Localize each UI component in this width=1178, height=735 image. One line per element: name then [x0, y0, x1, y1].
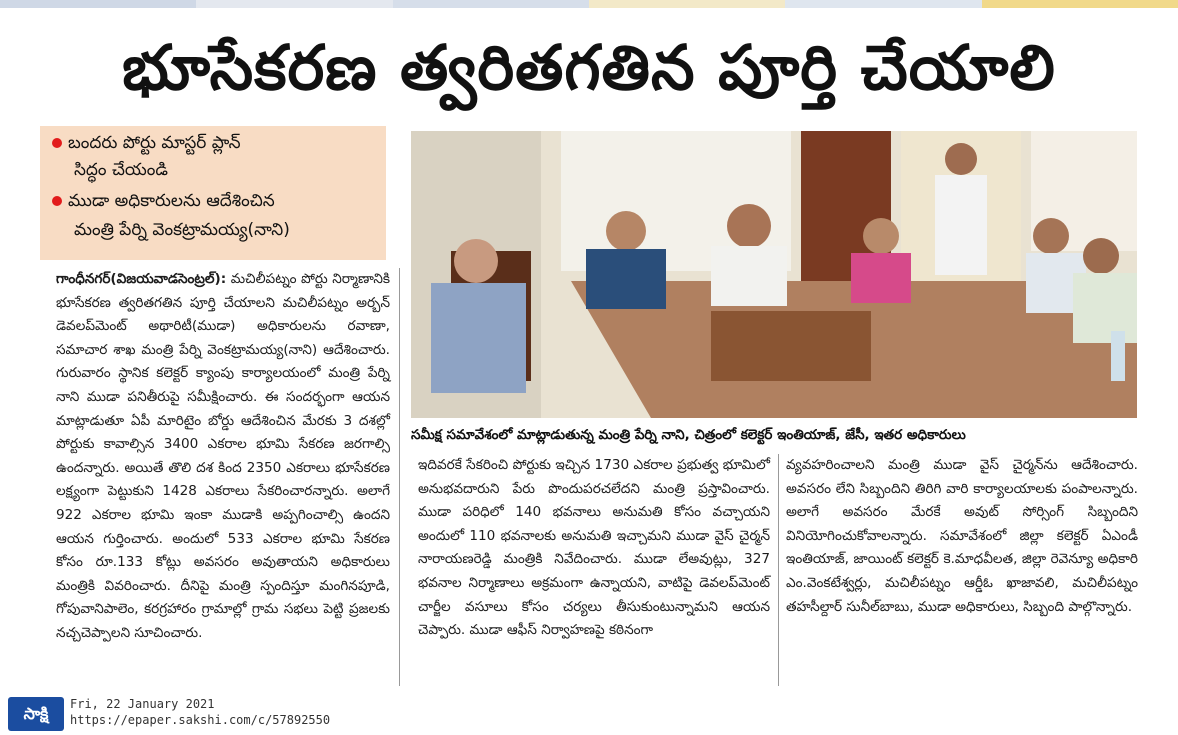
article-column-2	[418, 454, 770, 643]
top-color-strip	[0, 0, 1178, 8]
highlights-box	[40, 126, 386, 260]
highlight-item	[52, 188, 275, 215]
highlight-line: బందరు పోర్టు మాస్టర్ ప్లాన్	[68, 133, 241, 153]
article-column-3	[786, 454, 1138, 619]
column-divider	[778, 454, 779, 686]
sakshi-logo: సాక్షి	[8, 697, 64, 731]
column-1-text: మచిలీపట్నం పోర్టు నిర్మాణానికి భూసేకరణ త్వరితగతిన పూర్తి చేయాలని మచిలీపట్నం అర్బన్ డెవలప్‌మెంట్ అథారిటీ(ముడా) అధికారులను రవాణా, సమాచార శాఖ మంత్రి పేర్ని వెంకట్రామయ్య(నాని) ఆదేశించారు. గురువారం స్థానిక కలెక్టర్ క్యాంపు కార్యాలయంలో మంత్రి పేర్ని నాని ముడా పనితీరుపై సమీక్షించారు. ఈ సందర్భంగా ఆయన మాట్లాడుతూ ఏపీ మారిటైం బోర్డు ఆదేశించిన మేరకు 3 దశల్లో పోర్టుకు కావాల్సిన 3400 ఎకరాల భూమి సేకరణ జరగాల్సి ఉందన్నారు. అయితే తొలి దశ కింద 2350 ఎకరాలు భూసేకరణ లక్ష్యంగా పెట్టుకుని 1428 ఎకరాలు సేకరించారన్నారు. అలాగే 922 ఎకరాల భూమి ఇంకా ముడాకి అప్పగించాల్సి ఉందని ఆయన గుర్తించారు. అందులో 533 ఎకరాల భూమి సేకరణ కోసం రూ.133 కోట్లు అవసరం అవుతాయని అధికారులు మంత్రికి వివరించారు. దీనిపై మంత్రి స్పందిస్తూ మంగినపూడి, గోపువానిపాలెం, కరగ్రహారం గ్రామాల్లో గ్రామ సభలు పెట్టి ప్రజలకు నచ్చచెప్పాలని సూచించారు.	[56, 271, 390, 641]
headline: భూసేకరణ త్వరితగతిన పూర్తి చేయాలి	[122, 31, 1056, 104]
footer-url[interactable]: https://epaper.sakshi.com/c/57892550	[70, 713, 331, 727]
bullet-icon	[52, 138, 62, 148]
column-2-text: ఇదివరకే సేకరించి పోర్టుకు ఇచ్చిన 1730 ఎకరాల ప్రభుత్వ భూమిలో అనుభవదారుని పేరు పొందుపరచలేదని మంత్రి ప్రస్తావించారు. ముడా పరిధిలో 140 భవనాలు అనుమతి కోసం వచ్చాయని అందులో 110 భవనాలకు అనుమతి ఇచ్చామని ముడా వైస్ చైర్మన్ నారాయణరెడ్డి మంత్రికి నివేదించారు. ముడా లేఅవుట్లు, 327 భవనాల నిర్మాణాలు అక్రమంగా ఉన్నాయని, వాటిపై డెవలప్‌మెంట్ చార్జీల వసూలు కోసం చర్యలు తీసుకుంటున్నామని ఆయన చెప్పారు. ముడా ఆఫీస్ నిర్వాహణపై కఠినంగా	[418, 457, 770, 639]
column-divider	[399, 268, 400, 686]
highlight-line: మంత్రి పేర్ని వెంకట్రామయ్య(నాని)	[74, 220, 290, 240]
highlight-item-cont	[74, 217, 290, 244]
footer-info	[70, 696, 330, 728]
highlight-line: ముడా అధికారులను ఆదేశించిన	[68, 191, 275, 211]
article-column-1	[56, 268, 390, 646]
photo-caption: సమీక్ష సమావేశంలో మాట్లాడుతున్న మంత్రి పేర్ని నాని, చిత్రంలో కలెక్టర్ ఇంతియాజ్, జేసీ, ఇతర అధికారులు	[411, 427, 966, 443]
highlight-item	[52, 130, 241, 157]
footer-date: Fri, 22 January 2021	[70, 697, 215, 711]
bullet-icon	[52, 196, 62, 206]
dateline: గాంధీనగర్(విజయవాడసెంట్రల్):	[56, 271, 227, 287]
column-3-text: వ్యవహరించాలని మంత్రి ముడా వైస్ చైర్మన్‌ను ఆదేశించారు. అవసరం లేని సిబ్బందిని తిరిగి వారి కార్యాలయాలకు పంపాలన్నారు. అలాగే అవసరం మేరకే అవుట్ సోర్సింగ్ సిబ్బందిని వినియోగించుకోవాలన్నారు. సమావేశంలో జిల్లా కలెక్టర్ ఏఎండీ ఇంతియాజ్, జాయింట్ కలెక్టర్ కె.మాధవీలత, జిల్లా రెవెన్యూ అధికారి ఎం.వెంకటేశ్వర్లు, మచిలీపట్నం ఆర్డీఓ ఖాజావలి, మచిలీపట్నం తహసీల్దార్ సునీల్‌బాబు, ముడా అధికారులు, సిబ్బంది పాల్గొన్నారు.	[786, 457, 1138, 615]
highlight-item-cont	[74, 157, 168, 184]
meeting-photo	[411, 131, 1137, 418]
highlight-line: సిద్ధం చేయండి	[74, 160, 168, 180]
